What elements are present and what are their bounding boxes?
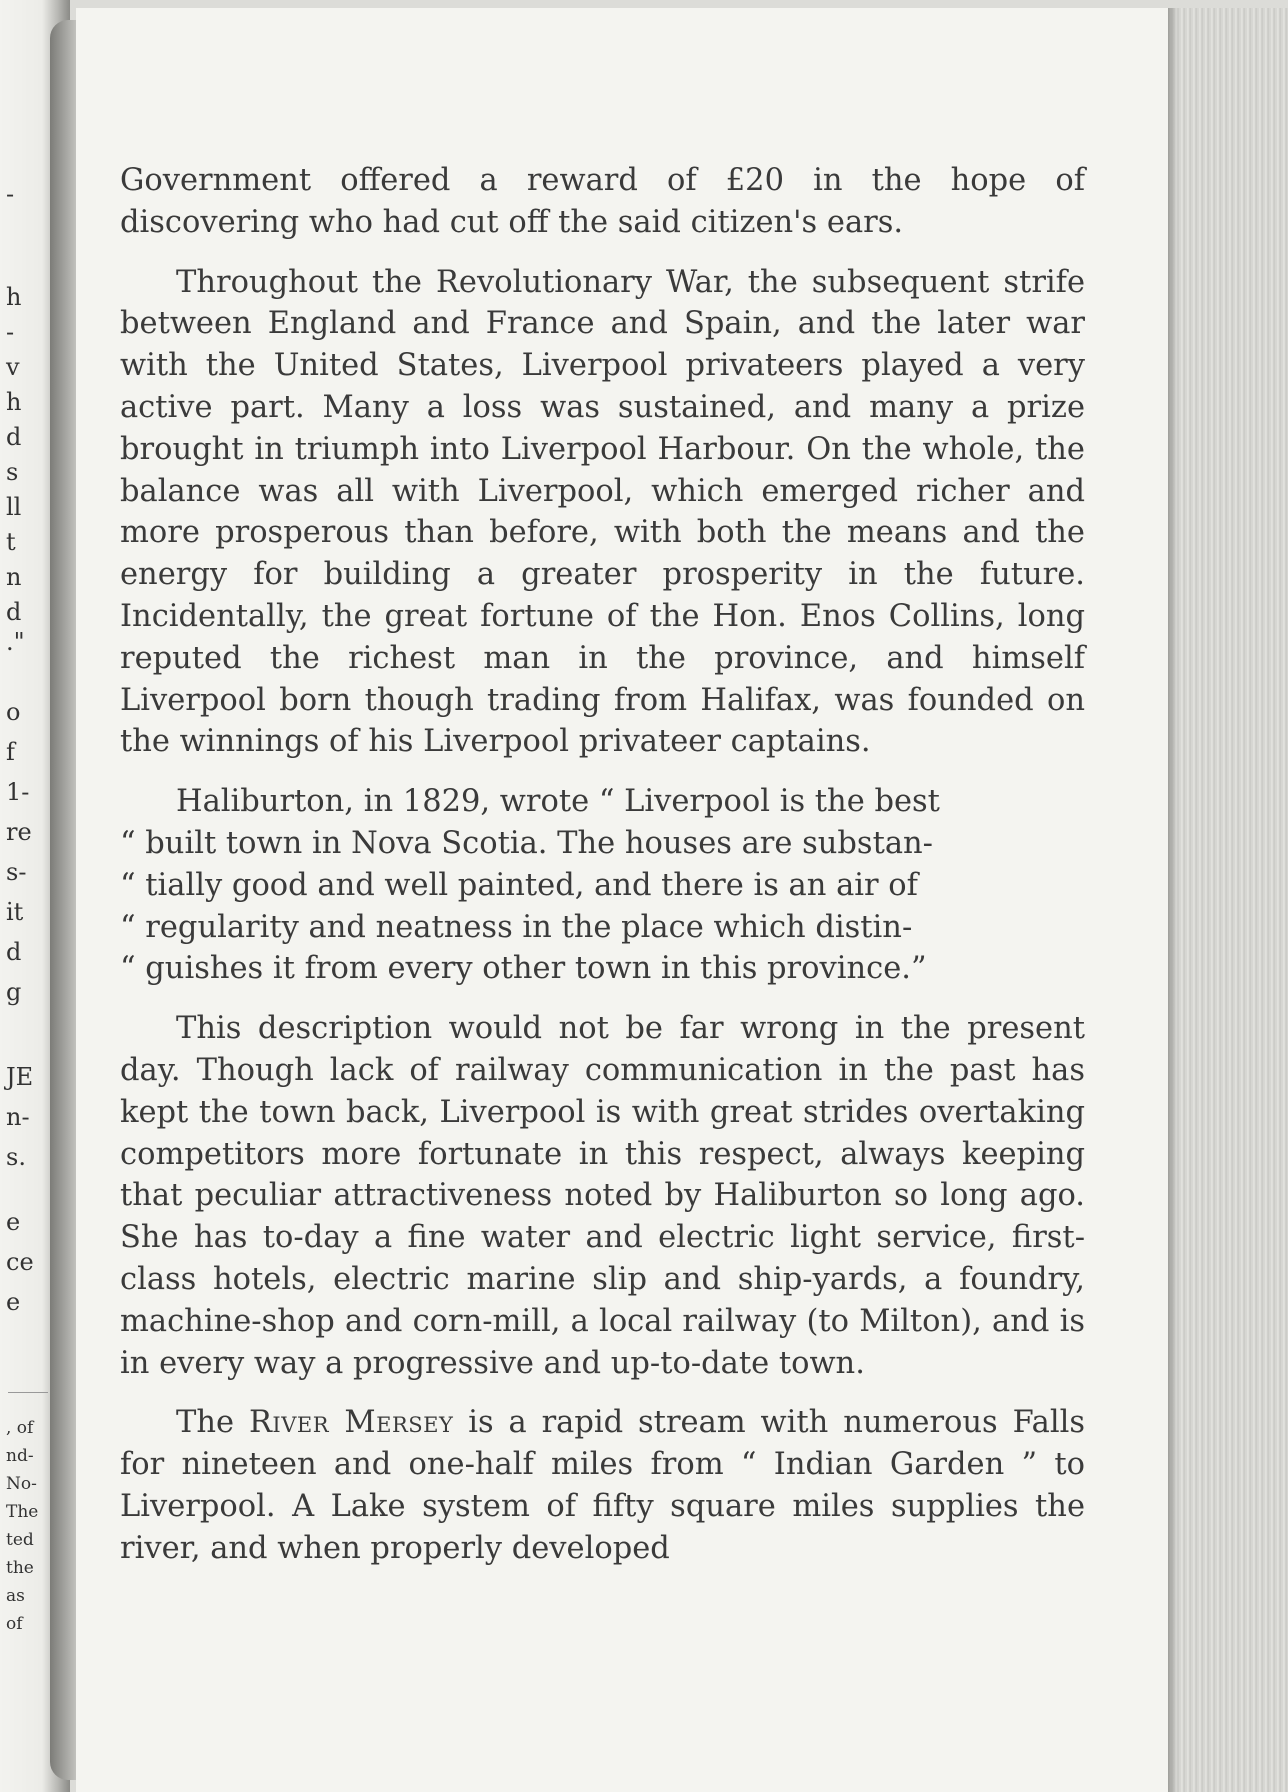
p5-prefix: The [176,1405,235,1441]
left-fragment: d [6,423,22,451]
left-footnote-fragment: The [6,1502,39,1522]
left-footnote-fragment: , of [6,1418,34,1438]
paragraph-2: Throughout the Revolutionary War, the subsequent strife between England and France and Spain, and the later war with the United States, Liverpool privateers played a very active part. Many a loss was sustained, and many a prize brought in triumph into Liverpool Harbour. On the whole, the balance was all with Liverpool, which emerged richer and more prosperous than before, with both the means and the energy for building a greater prosperity in the future. Incidentally, the great fortune of the Hon. Enos Collins, long reputed the richest man in the province, and himself Liverpool born though trading from Halifax, was founded on the winnings of his Liverpool privateer captains. [120,264,1085,760]
left-fragment: s. [6,1143,26,1171]
p5-rest: is a rapid stream with numerous Falls for nineteen and one-half miles from “ Indian Garden ” to Liverpool. A Lake system of fifty square miles supplies the river, and when properly developed [120,1405,1086,1566]
left-footnote-fragment: ted [6,1530,34,1550]
page-body-text [120,160,1085,1570]
quote-line: “ built town in Nova Scotia. The houses are substan- [120,825,933,861]
left-fragment: f [6,738,15,766]
left-fragment: e [6,1288,21,1316]
left-fragment: 1- [6,778,30,806]
page-edges [1168,8,1288,1792]
left-fragment: h [6,388,22,416]
left-footnote-fragment: as [6,1586,25,1606]
left-fragment: - [6,180,15,208]
left-footnote-fragment: nd- [6,1446,34,1466]
quote-line: Haliburton, in 1829, wrote “ Liverpool is the best [176,784,940,820]
paragraph-5 [120,1402,1085,1569]
left-footnote-fragment: the [6,1558,34,1578]
left-fragment: JE [6,1063,34,1091]
left-fragment: s [6,458,19,486]
left-fragment: ce [6,1248,34,1276]
left-fragment: ll [6,493,22,521]
left-fragment: n [6,563,22,591]
left-footnote-fragment: of [6,1614,23,1634]
quote-line: “ guishes it from every other town in this province.” [120,951,927,987]
left-fragment: s- [6,858,27,886]
paragraph-1: Government offered a reward of £20 in the hope of discovering who had cut off the said citizen's ears. [120,163,1085,240]
paragraph-3-quote [120,781,1085,990]
left-fragment: o [6,698,21,726]
left-fragment: t [6,528,16,556]
river-mersey-heading: River Mersey [248,1405,454,1441]
left-fragment: h [6,283,22,311]
left-fragment: v [6,353,20,381]
left-footnote-fragment: No- [6,1474,37,1494]
left-fragment: d [6,938,22,966]
left-fragment: d [6,598,22,626]
left-fragment: re [6,818,32,846]
left-fragment: - [6,318,15,346]
left-fragment: e [6,1208,21,1236]
paragraph-4: This description would not be far wrong in the present day. Though lack of railway communication in the past has kept the town back, Liverpool is with great strides overtaking competitors more fortunate in this respect, always keeping that peculiar attractiveness noted by Haliburton so long ago. She has to-day a fine water and electric light service, first-class hotels, electric marine slip and ship-yards, a foundry, machine-shop and corn-mill, a local railway (to Milton), and is in every way a progressive and up-to-date town. [120,1011,1085,1381]
left-fragment: g [6,978,22,1006]
quote-line: “ regularity and neatness in the place which distin- [120,909,913,945]
left-fragment: it [6,898,24,926]
left-fragment: n- [6,1103,30,1131]
footnote-rule [8,1392,48,1393]
left-fragment: ." [6,628,25,656]
quote-line: “ tially good and well painted, and there is an air of [120,867,918,903]
